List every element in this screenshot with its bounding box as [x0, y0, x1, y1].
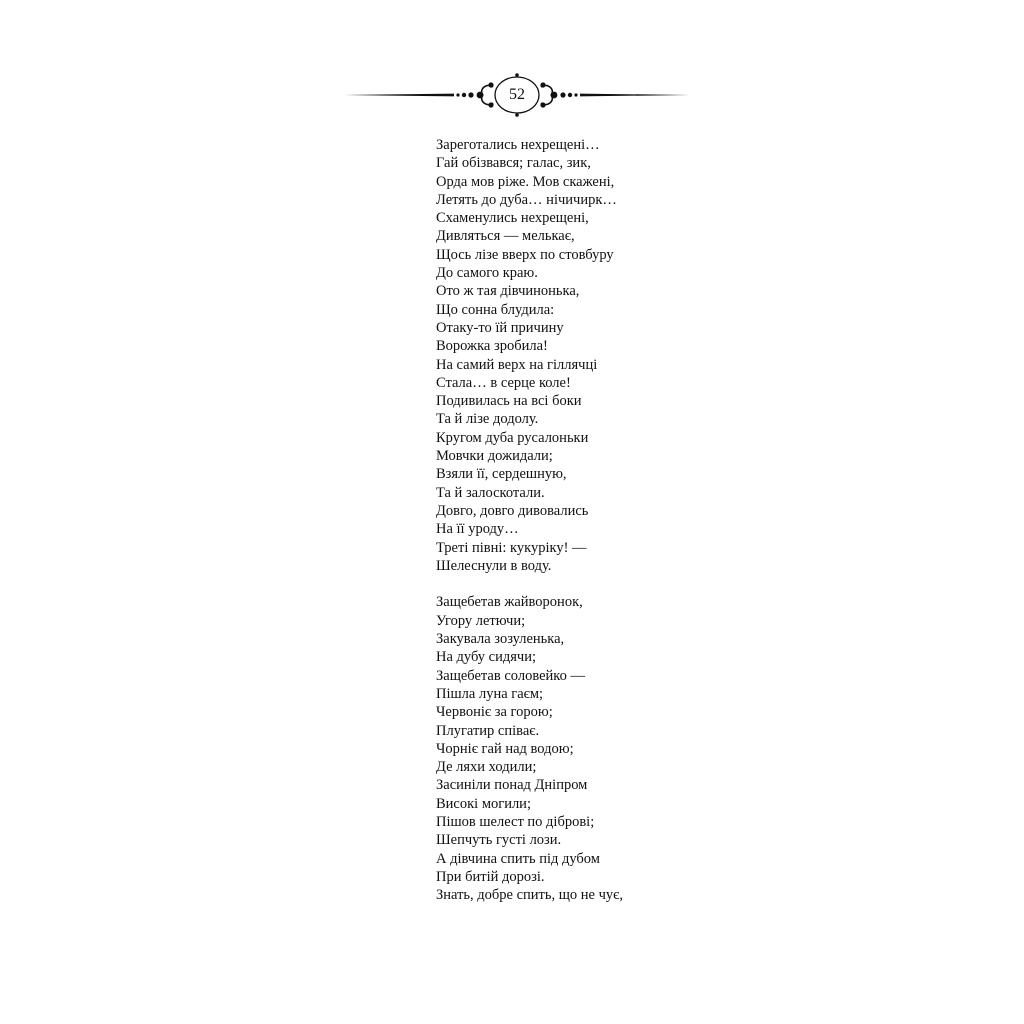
poem-line: При битій дорозі.	[436, 868, 545, 885]
poem-line: Плугатир співає.	[436, 722, 540, 739]
poem-line: Пішов шелест по діброві;	[436, 813, 595, 830]
poem-line: Защебетав соловейко —	[436, 667, 585, 684]
poem-line: На самий верх на гіллячці	[436, 356, 598, 373]
poem-line: Шепчуть густі лози.	[436, 832, 562, 849]
poem-line: Отаку-то їй причину	[436, 319, 564, 336]
poem-line: Защебетав жайворонок,	[436, 594, 583, 611]
poem-line: Гай обізвався; галас, зик,	[436, 155, 591, 172]
poem-text	[436, 136, 956, 904]
poem-line: Де ляхи ходили;	[436, 759, 537, 776]
poem-line: Шелеснули в воду.	[436, 557, 552, 574]
poem-line: Взяли її, сердешную,	[436, 466, 567, 483]
poem-line: А дівчина спить під дубом	[436, 850, 600, 867]
poem-line: Та й лізе додолу.	[436, 411, 539, 428]
poem-line: До самого краю.	[436, 265, 538, 282]
poem-line: На її уроду…	[436, 521, 519, 538]
page-number: 52	[509, 86, 525, 103]
poem-line: Треті півні: кукуріку! —	[436, 539, 587, 556]
poem-line: Щось лізе вверх по стовбуру	[436, 246, 614, 263]
stanza-2	[436, 593, 956, 904]
poem-line: Червоніє за горою;	[436, 704, 553, 721]
poem-line: Пішла луна гаєм;	[436, 685, 544, 702]
poem-line: Та й залоскотали.	[436, 484, 545, 501]
poem-line: Зареготались нехрещені…	[436, 137, 600, 153]
poem-line: Ворожка зробила!	[436, 338, 548, 355]
poem-line: Летять до дуба… нічичирк…	[436, 191, 617, 208]
poem-line: Закувала зозуленька,	[436, 631, 565, 648]
poem-line: Схаменулись нехрещені,	[436, 210, 589, 227]
poem-line: Стала… в серце коле!	[436, 374, 571, 391]
poem-line: Високі могили;	[436, 795, 531, 812]
poem-line: Ото ж тая дівчинонька,	[436, 283, 580, 300]
stanza-1	[436, 136, 956, 575]
poem-line: Що сонна блудила:	[436, 301, 555, 318]
poem-line: Чорніє гай над водою;	[436, 740, 574, 757]
poem-line: Угору летючи;	[436, 612, 526, 629]
poem-line: Дивляться — мелькає,	[436, 228, 575, 245]
poem-line: Знать, добре спить, що не чує,	[436, 887, 624, 904]
poem-line: Кругом дуба русалоньки	[436, 429, 589, 446]
poem-line: Подивилась на всі боки	[436, 393, 582, 410]
poem-line: Мовчки дожидали;	[436, 448, 553, 465]
poem-line: Орда мов ріже. Мов скажені,	[436, 173, 615, 190]
poem-line: Довго, довго дивовались	[436, 502, 589, 519]
poem-line: Засиніли понад Дніпром	[436, 777, 588, 794]
poem-line: На дубу сидячи;	[436, 649, 536, 666]
page-header	[344, 72, 690, 118]
